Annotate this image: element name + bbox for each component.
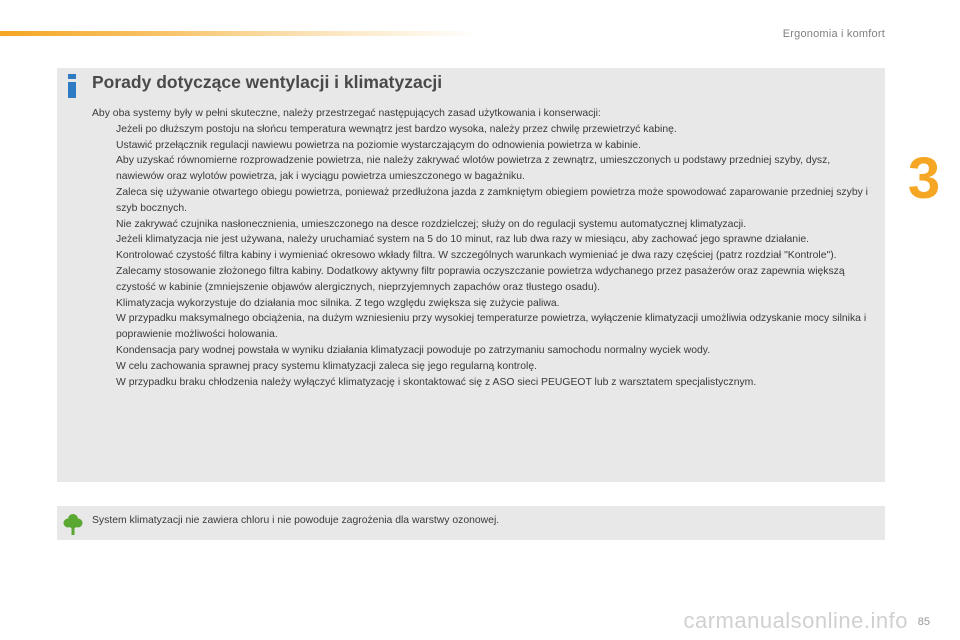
- tip-text: W przypadku braku chłodzenia należy wyłączyć klimatyzację i skontaktować się z ASO sieci PEUGEOT lub z warsztatem specjalistycznym.: [116, 376, 757, 388]
- tip-text: Zaleca się używanie otwartego obiegu powietrza, ponieważ przedłużona jazda z zamkniętym obiegiem powietrza może spowodować zaparowanie przedniej szyby i szyb bocznych.: [116, 186, 868, 214]
- info-intro: Aby oba systemy były w pełni skuteczne, należy przestrzegać następujących zasad użytkowania i konserwacji:: [92, 108, 601, 119]
- eco-note: System klimatyzacji nie zawiera chloru i nie powoduje zagrożenia dla warstwy ozonowej.: [92, 515, 500, 526]
- eco-tree-icon: [63, 513, 83, 535]
- tip-text: Klimatyzacja wykorzystuje do działania moc silnika. Z tego względu zwiększa się zużycie paliwa.: [116, 297, 560, 309]
- tip-text: Kontrolować czystość filtra kabiny i wymieniać okresowo wkłady filtra. W szczególnych warunkach wymieniać je dwa razy częściej (patrz rozdział "Kontrole").: [116, 250, 837, 262]
- tip-text: Kondensacja pary wodnej powstała w wyniku działania klimatyzacji powoduje po zatrzymaniu samochodu normalny wyciek wody.: [116, 344, 711, 356]
- info-icon: [66, 74, 78, 98]
- tip-item: [92, 248, 878, 295]
- tip-item: [92, 359, 878, 375]
- info-box-title: Porady dotyczące wentylacji i klimatyzacji: [92, 72, 443, 92]
- tip-text: Nie zakrywać czujnika nasłonecznienia, umieszczonego na desce rozdzielczej; służy on do regulacji systemu automatycznej klimatyzacji.: [116, 218, 747, 230]
- tip-text: W celu zachowania sprawnej pracy systemu klimatyzacji zaleca się jego regularną kontrolę.: [116, 360, 538, 372]
- tip-item: [92, 217, 878, 233]
- tip-text: Jeżeli klimatyzacja nie jest używana, należy uruchamiać system na 5 do 10 minut, raz lub dwa razy w miesiącu, aby zachować jego sprawne działanie.: [116, 234, 810, 246]
- tip-item: [92, 232, 878, 248]
- info-box-content: [92, 106, 878, 390]
- tip-text: Zalecamy stosowanie złożonego filtra kabiny. Dodatkowy aktywny filtr poprawia oczyszczanie powietrza wdychanego przez pasażerów oraz zapewnia większą czystość w kabinie (zmniejszenie objawów alergicznych, nieprzyjemnych zapachów oraz tłustego osadu).: [116, 265, 845, 293]
- chapter-number: 3: [907, 146, 941, 211]
- tip-text: Ustawić przełącznik regulacji nawiewu powietrza na poziomie wystarczającym do odnowienia powietrza w kabinie.: [116, 139, 641, 151]
- tip-item: [92, 375, 878, 391]
- page-number: 85: [917, 616, 930, 628]
- section-title: Ergonomia i komfort: [782, 28, 885, 40]
- tip-item: [92, 296, 878, 359]
- tip-item: [92, 122, 878, 154]
- tip-item: [92, 185, 878, 217]
- tip-text: Jeżeli po dłuższym postoju na słońcu temperatura wewnątrz jest bardzo wysoka, należy przez chwilę przewietrzyć kabinę.: [116, 123, 677, 135]
- tips-list: [92, 122, 878, 391]
- header-accent-bar: [0, 31, 480, 36]
- watermark: carmanualsonline.info: [683, 608, 908, 633]
- tip-item: [92, 153, 878, 185]
- tip-text: Aby uzyskać równomierne rozprowadzenie powietrza, nie należy zakrywać wlotów powietrza z zewnątrz, umieszczonych u podstawy przedniej szyby, dysz, nawiewów oraz wylotów powietrza, jak i wyciągu powietrza umieszczonego w bagażniku.: [116, 155, 831, 183]
- tip-text: W przypadku maksymalnego obciążenia, na dużym wzniesieniu przy wysokiej temperaturze powietrza, wyłączenie klimatyzacji umożliwia odzyskanie mocy silnika i poprawienie możliwości holowania.: [116, 313, 867, 341]
